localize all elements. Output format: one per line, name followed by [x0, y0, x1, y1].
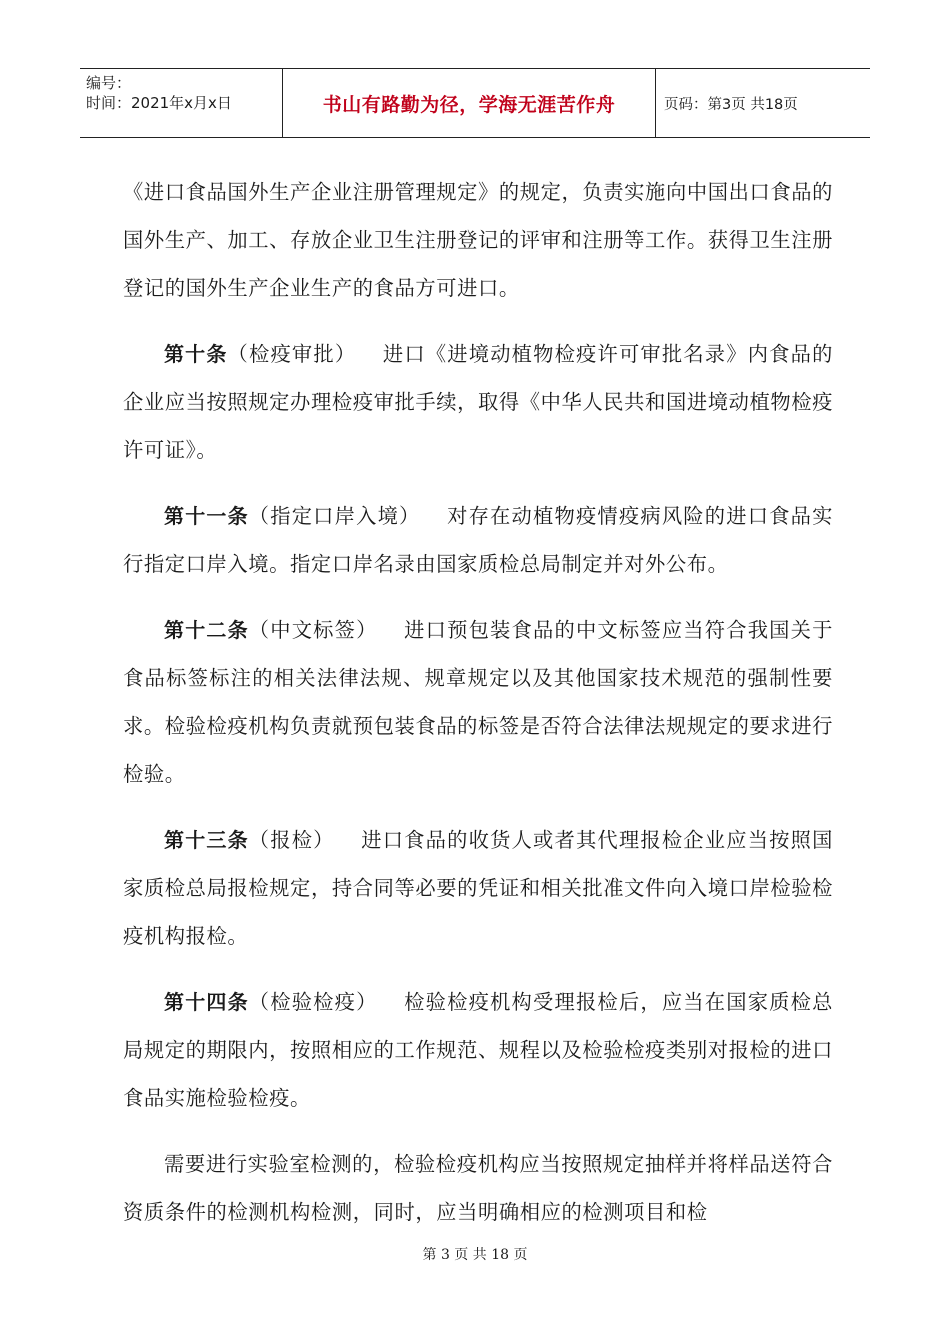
- paragraph-text: 进口《进境动植物检疫许可审批名录》内食品的企业应当按照规定办理检疫审批手续，取得《中华人民共和国进境动植物检疫许可证》。: [123, 342, 833, 462]
- header-motto: 书山有路勤为径，学海无涯苦作舟: [283, 69, 656, 137]
- page-footer: 第 3 页 共 18 页: [422, 1247, 528, 1263]
- header-page-info: 页码：第3页 共18页: [664, 96, 798, 113]
- paragraph: [123, 1140, 833, 1236]
- article-number: 第十三条: [164, 828, 249, 852]
- paragraph-text: 《进口食品国外生产企业注册管理规定》的规定，负责实施向中国出口食品的国外生产、加工、存放企业卫生注册登记的评审和注册等工作。获得卫生注册登记的国外生产企业生产的食品方可进口。: [123, 180, 833, 300]
- article-paragraph: [123, 978, 833, 1122]
- paragraph-text: 进口食品的收货人或者其代理报检企业应当按照国家质检总局报检规定，持合同等必要的凭证和相关批准文件向入境口岸检验检疫机构报检。: [123, 828, 834, 948]
- header-meta: [80, 69, 283, 137]
- paragraph-text: 检验检疫机构受理报检后，应当在国家质检总局规定的期限内，按照相应的工作规范、规程以及检验检疫类别对报检的进口食品实施检验检疫。: [123, 990, 833, 1110]
- document-time-label: 时间：2021年x月x日: [86, 94, 232, 112]
- document-body: [123, 168, 833, 1236]
- article-number: 第十条: [164, 342, 228, 366]
- article-number: 第十二条: [164, 618, 249, 642]
- article-number: 第十一条: [164, 504, 249, 528]
- paragraph: [123, 168, 833, 312]
- paragraph-text: 需要进行实验室检测的，检验检疫机构应当按照规定抽样并将样品送符合资质条件的检测机构检测，同时，应当明确相应的检测项目和检: [123, 1152, 833, 1224]
- article-paragraph: [123, 816, 833, 960]
- article-heading: （中文标签）: [248, 618, 378, 642]
- paragraph-text: 进口预包装食品的中文标签应当符合我国关于食品标签标注的相关法律法规、规章规定以及其他国家技术规范的强制性要求。检验检疫机构负责就预包装食品的标签是否符合法律法规规定的要求进行检验。: [123, 618, 833, 786]
- article-paragraph: [123, 606, 833, 798]
- article-paragraph: [123, 492, 833, 588]
- article-heading: （报检）: [248, 828, 335, 852]
- paragraph-text: 对存在动植物疫情疫病风险的进口食品实行指定口岸入境。指定口岸名录由国家质检总局制定并对外公布。: [123, 504, 833, 576]
- article-paragraph: [123, 330, 833, 474]
- article-heading: （指定口岸入境）: [248, 504, 421, 528]
- article-number: 第十四条: [164, 990, 249, 1014]
- page-header: [80, 68, 870, 138]
- document-number-label: 编号：: [86, 74, 132, 92]
- article-heading: （检验检疫）: [248, 990, 378, 1014]
- article-heading: （检疫审批）: [227, 342, 357, 366]
